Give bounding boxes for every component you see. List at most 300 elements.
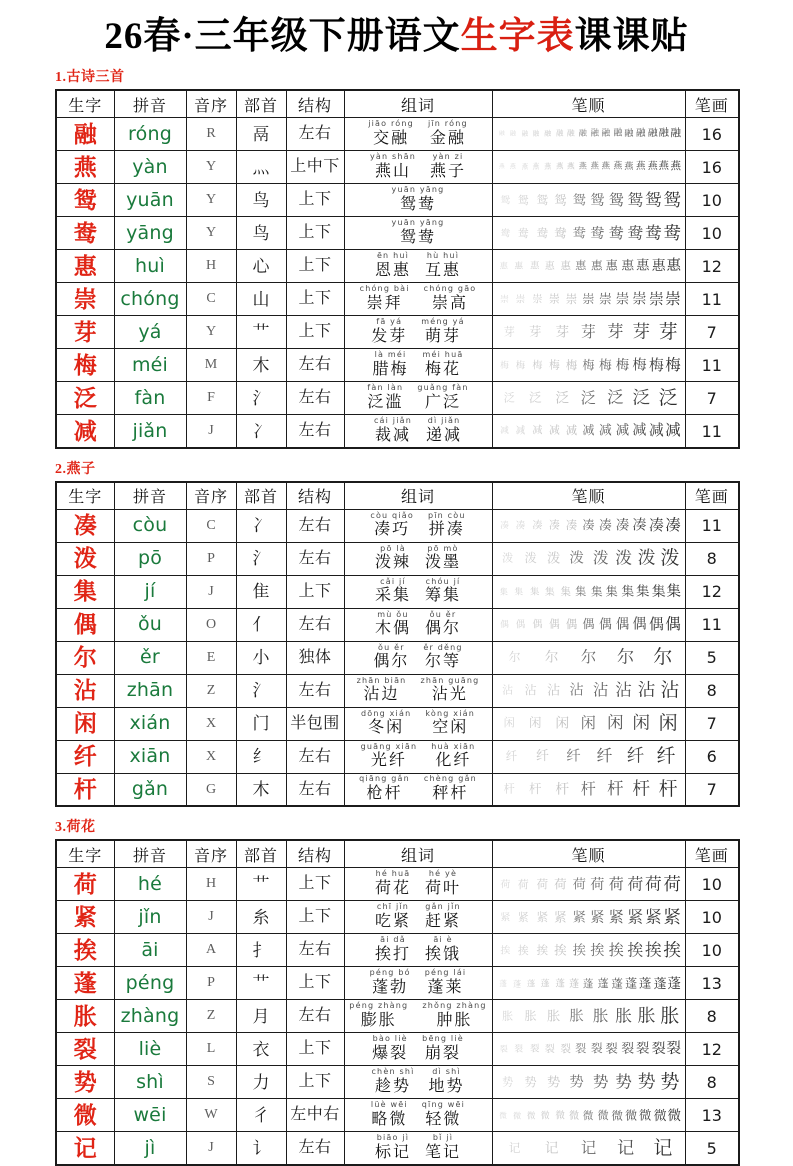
stroke-step: 裂 xyxy=(544,1043,555,1055)
word-text: 尔等 xyxy=(424,653,461,671)
cell-radical: 氵 xyxy=(236,382,286,415)
word-pinyin: là méi xyxy=(374,350,407,360)
stroke-step: 胀 xyxy=(569,1008,585,1025)
stroke-step: 惠 xyxy=(636,258,650,274)
table-row xyxy=(56,184,739,217)
stroke-step: 鸯 xyxy=(608,224,624,242)
cell-stroke-order xyxy=(492,967,685,1000)
column-header-words: 组词 xyxy=(344,482,492,510)
cell-stroke-order xyxy=(492,868,685,901)
cell-initial: P xyxy=(186,967,236,1000)
word-pinyin: chèn shì xyxy=(371,1067,415,1077)
cell-stroke-order xyxy=(492,1000,685,1033)
cell-structure: 左右 xyxy=(286,674,344,707)
cell-words xyxy=(344,674,492,707)
column-header-stroke-count: 笔画 xyxy=(685,482,739,510)
stroke-step: 崇 xyxy=(549,293,561,305)
cell-radical: 艹 xyxy=(236,967,286,1000)
word-list xyxy=(345,869,492,899)
cell-structure: 上下 xyxy=(286,283,344,316)
word-list xyxy=(345,902,492,932)
word-pinyin: pō mò xyxy=(427,543,459,553)
cell-pinyin: còu xyxy=(114,509,186,542)
stroke-step: 闲 xyxy=(632,713,651,734)
table-row xyxy=(56,151,739,184)
stroke-step: 惠 xyxy=(666,258,681,274)
word-item xyxy=(422,1101,465,1128)
stroke-step: 泼 xyxy=(637,548,656,569)
table-header-row xyxy=(56,482,739,510)
word-item xyxy=(374,417,412,444)
stroke-step: 微 xyxy=(555,1109,565,1121)
word-pinyin: yàn zi xyxy=(432,152,464,162)
stroke-step: 胀 xyxy=(637,1006,656,1027)
cell-stroke-count: 7 xyxy=(685,316,739,349)
cell-structure: 上下 xyxy=(286,1033,344,1066)
cell-structure: 上下 xyxy=(286,184,344,217)
word-text: 标记 xyxy=(374,1143,411,1161)
stroke-step: 减 xyxy=(632,423,647,439)
word-text: 枪杆 xyxy=(366,785,403,803)
word-item xyxy=(361,710,411,737)
cell-pinyin: shì xyxy=(114,1066,186,1099)
stroke-step: 微 xyxy=(583,1109,594,1121)
cell-initial: F xyxy=(186,382,236,415)
table-row xyxy=(56,901,739,934)
stroke-step: 闲 xyxy=(529,716,542,731)
word-list xyxy=(345,577,492,607)
word-list xyxy=(345,935,492,965)
cell-stroke-order xyxy=(492,1066,685,1099)
cell-character: 尔 xyxy=(56,641,114,674)
word-pinyin: méng yá xyxy=(421,317,465,327)
word-pinyin: dōng xián xyxy=(360,708,412,718)
cell-radical: 衣 xyxy=(236,1033,286,1066)
stroke-step: 梅 xyxy=(615,357,630,373)
stroke-step: 凑 xyxy=(532,520,543,532)
cell-stroke-order xyxy=(492,773,685,806)
word-pinyin: ǒu ěr xyxy=(429,609,457,619)
stroke-step: 微 xyxy=(611,1108,623,1122)
stroke-step: 融 xyxy=(567,129,575,138)
cell-stroke-order xyxy=(492,151,685,184)
table-row xyxy=(56,868,739,901)
cell-words xyxy=(344,349,492,382)
word-item xyxy=(422,1035,464,1062)
stroke-step: 凑 xyxy=(598,518,612,533)
cell-stroke-count: 16 xyxy=(685,118,739,151)
stroke-step: 荷 xyxy=(554,876,567,891)
word-item xyxy=(428,512,466,539)
stroke-step: 燕 xyxy=(544,163,552,171)
cell-structure: 上下 xyxy=(286,316,344,349)
stroke-step: 裂 xyxy=(620,1041,634,1057)
word-text: 发芽 xyxy=(371,327,408,345)
word-list xyxy=(345,185,492,215)
table-row xyxy=(56,1132,739,1165)
stroke-step: 芽 xyxy=(554,324,569,340)
word-text: 挨打 xyxy=(374,945,411,963)
table-row xyxy=(56,349,739,382)
cell-initial: M xyxy=(186,349,236,382)
stroke-step: 荷 xyxy=(499,878,510,890)
cell-stroke-count: 11 xyxy=(685,509,739,542)
word-text: 沾边 xyxy=(363,686,400,704)
cell-structure: 上下 xyxy=(286,901,344,934)
stroke-step: 挨 xyxy=(536,943,548,957)
stroke-step: 纤 xyxy=(505,750,517,764)
word-pinyin: dì shì xyxy=(432,1067,461,1077)
cell-words xyxy=(344,1132,492,1165)
cell-initial: Y xyxy=(186,184,236,217)
cell-radical: 纟 xyxy=(236,740,286,773)
word-text: 采集 xyxy=(374,587,411,605)
stroke-step: 燕 xyxy=(647,161,658,172)
cell-stroke-count: 10 xyxy=(685,934,739,967)
word-item xyxy=(424,775,477,802)
word-item xyxy=(425,710,475,737)
stroke-step: 杆 xyxy=(554,781,569,798)
word-pinyin: lüè wēi xyxy=(370,1100,408,1110)
stroke-step: 减 xyxy=(532,425,543,437)
word-pinyin: còu qiǎo xyxy=(370,510,414,520)
word-item xyxy=(375,936,411,963)
word-text: 拼凑 xyxy=(428,521,465,539)
cell-pinyin: pō xyxy=(114,542,186,575)
stroke-step: 微 xyxy=(512,1110,521,1120)
cell-structure: 上下 xyxy=(286,575,344,608)
stroke-step: 减 xyxy=(665,422,681,440)
cell-stroke-order xyxy=(492,1099,685,1132)
stroke-step: 融 xyxy=(613,128,623,139)
cell-character: 梅 xyxy=(56,349,114,382)
word-text: 广泛 xyxy=(424,393,461,411)
stroke-step: 势 xyxy=(637,1072,656,1093)
stroke-step: 沾 xyxy=(501,684,513,697)
cell-pinyin: chóng xyxy=(114,283,186,316)
word-pinyin: zhān guāng xyxy=(420,675,480,685)
word-list xyxy=(345,218,492,248)
word-text: 递减 xyxy=(426,426,463,444)
stroke-step: 挨 xyxy=(627,940,643,959)
stroke-step: 集 xyxy=(560,585,571,598)
stroke-sequence xyxy=(493,543,685,574)
stroke-step: 记 xyxy=(653,1137,673,1159)
cell-structure: 左中右 xyxy=(286,1099,344,1132)
word-item xyxy=(425,936,461,963)
word-text: 鸳鸯 xyxy=(399,195,436,213)
cell-character: 沾 xyxy=(56,674,114,707)
table-row xyxy=(56,967,739,1000)
column-header-structure: 结构 xyxy=(286,840,344,868)
word-item xyxy=(423,351,464,378)
word-pinyin: jiāo róng xyxy=(368,119,414,129)
cell-character: 荷 xyxy=(56,868,114,901)
cell-initial: S xyxy=(186,1066,236,1099)
stroke-step: 杆 xyxy=(529,782,542,797)
stroke-step: 紧 xyxy=(627,907,643,926)
cell-pinyin: fàn xyxy=(114,382,186,415)
cell-stroke-count: 8 xyxy=(685,1000,739,1033)
stroke-step: 梅 xyxy=(582,358,595,372)
word-text: 荷叶 xyxy=(425,879,462,897)
word-list xyxy=(345,544,492,574)
table-row xyxy=(56,707,739,740)
stroke-step: 惠 xyxy=(514,261,524,271)
cell-words xyxy=(344,575,492,608)
stroke-step: 鸯 xyxy=(572,225,586,241)
stroke-step: 鸯 xyxy=(518,226,529,239)
stroke-step: 裂 xyxy=(666,1041,681,1057)
cell-words xyxy=(344,250,492,283)
stroke-sequence xyxy=(493,968,685,999)
cell-stroke-order xyxy=(492,217,685,250)
cell-structure: 左右 xyxy=(286,1132,344,1165)
section-caption: 1.古诗三首 xyxy=(55,70,125,86)
cell-pinyin: jí xyxy=(114,575,186,608)
stroke-step: 泛 xyxy=(606,389,624,408)
word-list xyxy=(345,709,492,739)
cell-stroke-count: 7 xyxy=(685,707,739,740)
cell-structure: 左右 xyxy=(286,608,344,641)
stroke-step: 泛 xyxy=(554,390,569,406)
stroke-step: 梅 xyxy=(648,356,664,374)
stroke-step: 闲 xyxy=(503,717,515,730)
stroke-step: 蓬 xyxy=(639,976,652,990)
word-item xyxy=(375,611,411,638)
stroke-step: 崇 xyxy=(565,292,578,306)
stroke-step: 挨 xyxy=(608,941,624,959)
stroke-step: 尔 xyxy=(508,651,520,665)
stroke-step: 荷 xyxy=(518,877,529,890)
stroke-step: 偶 xyxy=(516,619,526,630)
stroke-step: 融 xyxy=(658,128,670,139)
cell-initial: L xyxy=(186,1033,236,1066)
cell-radical: 艹 xyxy=(236,868,286,901)
stroke-step: 梅 xyxy=(665,356,681,374)
stroke-step: 崇 xyxy=(665,290,681,308)
column-header-words: 组词 xyxy=(344,90,492,118)
stroke-step: 沾 xyxy=(615,681,632,700)
word-item xyxy=(373,351,409,378)
cell-stroke-order xyxy=(492,542,685,575)
cell-radical: 月 xyxy=(236,1000,286,1033)
word-pinyin: chóng gāo xyxy=(423,284,477,294)
cell-pinyin: xián xyxy=(114,707,186,740)
stroke-step: 崇 xyxy=(532,293,543,305)
character-table xyxy=(55,481,740,808)
column-header-radical: 部首 xyxy=(236,840,286,868)
cell-words xyxy=(344,217,492,250)
cell-words xyxy=(344,283,492,316)
stroke-step: 记 xyxy=(544,1140,559,1156)
cell-stroke-count: 5 xyxy=(685,1132,739,1165)
cell-initial: J xyxy=(186,575,236,608)
word-text: 轻微 xyxy=(425,1110,462,1128)
cell-character: 闲 xyxy=(56,707,114,740)
word-pinyin: qiāng gǎn xyxy=(359,774,410,784)
cell-radical: 彳 xyxy=(236,1099,286,1132)
stroke-step: 紧 xyxy=(645,907,662,927)
word-text: 膨胀 xyxy=(360,1011,397,1029)
word-text: 燕子 xyxy=(430,162,467,180)
word-pinyin: pō là xyxy=(380,543,406,553)
stroke-step: 鸳 xyxy=(536,193,548,207)
stroke-step: 减 xyxy=(598,423,612,438)
word-list xyxy=(345,742,492,772)
stroke-step: 尔 xyxy=(617,648,635,668)
table-row xyxy=(56,415,739,448)
table-row xyxy=(56,740,739,773)
word-item xyxy=(426,417,462,444)
stroke-step: 鸳 xyxy=(608,191,624,209)
word-item xyxy=(368,120,414,147)
stroke-step: 减 xyxy=(499,426,509,436)
word-pinyin: āi è xyxy=(433,935,453,945)
word-text: 笔记 xyxy=(425,1143,462,1161)
stroke-step: 燕 xyxy=(601,162,611,172)
stroke-step: 芽 xyxy=(632,322,651,343)
cell-stroke-count: 13 xyxy=(685,1099,739,1132)
word-item xyxy=(375,870,411,897)
cell-character: 势 xyxy=(56,1066,114,1099)
cell-structure: 上下 xyxy=(286,217,344,250)
table-row xyxy=(56,542,739,575)
stroke-step: 闲 xyxy=(580,715,597,733)
cell-stroke-order xyxy=(492,641,685,674)
stroke-step: 胀 xyxy=(501,1010,513,1023)
word-item xyxy=(357,677,407,704)
word-pinyin: zhǒng zhàng xyxy=(422,1001,487,1011)
stroke-step: 融 xyxy=(636,128,646,139)
cell-radical: 氵 xyxy=(236,542,286,575)
cell-stroke-count: 12 xyxy=(685,575,739,608)
word-text: 崇高 xyxy=(432,294,469,312)
word-item xyxy=(425,611,461,638)
word-text: 燕山 xyxy=(374,162,411,180)
stroke-step: 泛 xyxy=(503,392,515,405)
word-pinyin: guǎng fàn xyxy=(417,383,469,393)
word-text: 崇拜 xyxy=(366,294,403,312)
word-text: 裁减 xyxy=(374,426,411,444)
stroke-step: 燕 xyxy=(670,161,681,172)
cell-stroke-order xyxy=(492,674,685,707)
cell-character: 纤 xyxy=(56,740,114,773)
stroke-step: 挨 xyxy=(663,939,681,960)
stroke-step: 沾 xyxy=(637,680,656,701)
cell-pinyin: yuān xyxy=(114,184,186,217)
word-pinyin: chī jǐn xyxy=(376,902,410,912)
stroke-step: 闲 xyxy=(554,716,569,732)
character-table xyxy=(55,839,740,1166)
stroke-step: 蓬 xyxy=(611,976,623,990)
cell-stroke-order xyxy=(492,118,685,151)
word-text: 略微 xyxy=(371,1110,408,1128)
stroke-step: 偶 xyxy=(598,617,612,632)
table-row xyxy=(56,575,739,608)
stroke-sequence xyxy=(493,218,685,249)
stroke-step: 微 xyxy=(597,1108,609,1122)
column-header-initial: 音序 xyxy=(186,840,236,868)
cell-radical: 木 xyxy=(236,349,286,382)
word-item xyxy=(423,644,462,671)
stroke-step: 势 xyxy=(569,1074,585,1091)
cell-radical: 鬲 xyxy=(236,118,286,151)
cell-structure: 半包围 xyxy=(286,707,344,740)
stroke-step: 闲 xyxy=(606,714,624,733)
stroke-step: 杆 xyxy=(503,783,515,796)
stroke-step: 惠 xyxy=(560,260,571,272)
table-row xyxy=(56,382,739,415)
column-header-stroke-order: 笔顺 xyxy=(492,840,685,868)
cell-stroke-order xyxy=(492,250,685,283)
stroke-step: 泼 xyxy=(660,548,680,570)
stroke-sequence xyxy=(493,576,685,607)
word-item xyxy=(421,318,464,345)
cell-radical: 隹 xyxy=(236,575,286,608)
stroke-step: 紧 xyxy=(518,910,529,923)
stroke-sequence xyxy=(493,317,685,348)
word-text: 冬闲 xyxy=(368,719,405,737)
cell-initial: Y xyxy=(186,217,236,250)
cell-words xyxy=(344,509,492,542)
cell-words xyxy=(344,1066,492,1099)
table-row xyxy=(56,118,739,151)
cell-pinyin: hé xyxy=(114,868,186,901)
stroke-step: 势 xyxy=(615,1073,632,1092)
stroke-sequence xyxy=(493,642,685,673)
cell-pinyin: zhān xyxy=(114,674,186,707)
stroke-step: 蓬 xyxy=(526,978,536,988)
stroke-step: 集 xyxy=(590,585,603,598)
stroke-step: 记 xyxy=(580,1139,597,1157)
stroke-step: 燕 xyxy=(624,161,634,172)
word-list xyxy=(345,1001,492,1031)
word-pinyin: bǐ jì xyxy=(432,1132,454,1142)
cell-pinyin: āi xyxy=(114,934,186,967)
stroke-step: 偶 xyxy=(532,619,543,631)
stroke-step: 偶 xyxy=(665,616,681,633)
word-item xyxy=(371,1068,414,1095)
stroke-step: 蓬 xyxy=(597,976,609,990)
word-text: 筹集 xyxy=(425,587,462,605)
word-text: 荷花 xyxy=(374,879,411,897)
cell-character: 裂 xyxy=(56,1033,114,1066)
table-row xyxy=(56,1033,739,1066)
stroke-step: 紧 xyxy=(663,906,681,927)
word-text: 凑巧 xyxy=(374,521,411,539)
stroke-sequence xyxy=(493,251,685,282)
cell-stroke-count: 7 xyxy=(685,382,739,415)
stroke-step: 减 xyxy=(648,422,664,439)
stroke-step: 融 xyxy=(670,128,681,139)
stroke-step: 偶 xyxy=(549,618,561,631)
cell-pinyin: yá xyxy=(114,316,186,349)
word-item xyxy=(429,1068,465,1095)
cell-stroke-order xyxy=(492,1132,685,1165)
cell-stroke-count: 11 xyxy=(685,608,739,641)
cell-stroke-order xyxy=(492,740,685,773)
stroke-step: 集 xyxy=(499,587,508,597)
table-row xyxy=(56,773,739,806)
cell-stroke-count: 12 xyxy=(685,250,739,283)
stroke-step: 蓬 xyxy=(512,978,521,988)
word-pinyin: chèng gǎn xyxy=(423,774,477,784)
stroke-step: 泼 xyxy=(615,549,632,568)
word-list xyxy=(345,251,492,281)
section xyxy=(55,458,738,808)
cell-character: 崇 xyxy=(56,283,114,316)
